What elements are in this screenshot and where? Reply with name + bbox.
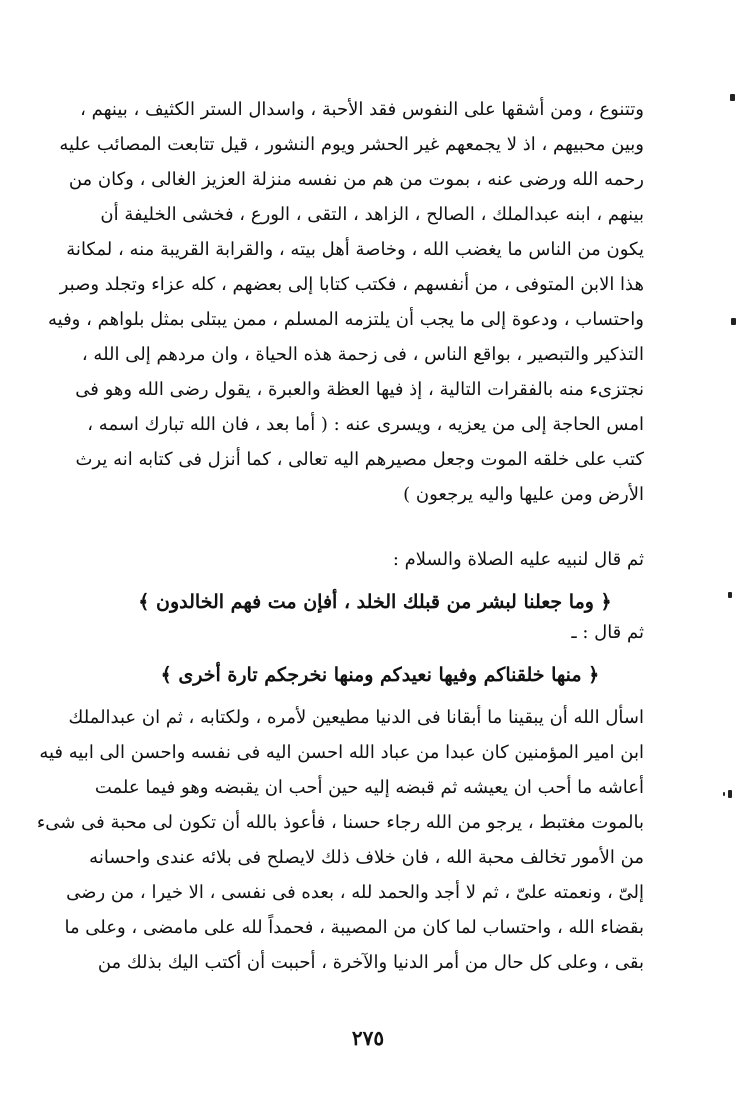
paragraph-line: بقى ، وعلى كل حال من أمر الدنيا والآخرة ، أحببت أن أكتب اليك بذلك من (97, 952, 644, 973)
margin-mark (730, 94, 735, 101)
paragraph-line: كتب على خلقه الموت وجعل مصيرهم اليه تعالى ، كما أنزل فى كتابه انه يرث (75, 449, 644, 470)
paragraph-line: نجتزىء منه بالفقرات التالية ، إذ فيها العظة والعبرة ، يقول رضى الله وهو فى (75, 379, 644, 400)
paragraph-line: وبين محبيهم ، اذ لا يجمعهم غير الحشر ويوم النشور ، قيل تتابعت المصائب عليه (59, 134, 644, 155)
paragraph-line: بينهم ، ابنه عبدالملك ، الصالح ، الزاهد ، التقى ، الورع ، فخشى الخليفة أن (100, 204, 644, 225)
paragraph-line: أعاشه ما أحب ان يعيشه ثم قبضه إليه حين أحب ان يقبضه وهو فيما علمت (94, 777, 644, 798)
paragraph-line: اسأل الله أن يبقينا ما أبقانا فى الدنيا مطيعين لأمره ، ولكتابه ، ثم ان عبدالملك (68, 707, 644, 728)
verse-intro-2: ثم قال : ـ (571, 622, 644, 643)
paragraph-line: ابن امير المؤمنين كان عبدا من عباد الله احسن اليه فى نفسه واحسن الى ابيه فيه (39, 742, 644, 763)
quran-verse-2: ﴿ منها خلقناكم وفيها نعيدكم ومنها نخرجكم تارة أخرى ﴾ (160, 664, 600, 686)
paragraph-line: واحتساب ، ودعوة إلى ما يجب أن يلتزمه المسلم ، ممن يبتلى بمثل بلواهم ، وفيه (47, 309, 644, 330)
paragraph-line: امس الحاجة إلى من يعزيه ، ويسرى عنه : ( أما بعد ، فان الله تبارك اسمه ، (87, 414, 644, 435)
margin-mark (723, 792, 725, 796)
margin-mark (728, 592, 732, 598)
page-number: ٢٧٥ (351, 1026, 385, 1050)
paragraph-1 (47, 92, 644, 512)
margin-mark (728, 790, 732, 798)
paragraph-line: إلىّ ، ونعمته علىّ ، ثم لا أجد والحمد لله ، بعده فى نفسى ، الا خيرا ، من رضى (66, 882, 644, 903)
paragraph-line: رحمه الله ورضى عنه ، بموت من هم من نفسه منزلة العزيز الغالى ، وكان من (68, 169, 644, 190)
paragraph-line: هذا الابن المتوفى ، من أنفسهم ، فكتب كتابا إلى بعضهم ، كله عزاء وتجلد وصبر (59, 274, 644, 295)
paragraph-2 (36, 700, 644, 980)
paragraph-line: يكون من الناس ما يغضب الله ، وخاصة أهل بيته ، والقرابة القريبة منه ، لمكانة (66, 239, 644, 260)
quran-verse-1: ﴿ وما جعلنا لبشر من قبلك الخلد ، أفإن مت فهم الخالدون ﴾ (138, 591, 612, 613)
margin-mark (731, 318, 736, 325)
paragraph-line: من الأمور تخالف محبة الله ، فان خلاف ذلك لايصلح فى بلائه عندى واحسانه (89, 847, 644, 868)
paragraph-line: التذكير والتبصير ، بواقع الناس ، فى زحمة هذه الحياة ، وان مردهم إلى الله ، (81, 344, 644, 365)
verse-intro-1: ثم قال لنبيه عليه الصلاة والسلام : (392, 549, 644, 570)
paragraph-line: وتتنوع ، ومن أشقها على النفوس فقد الأحبة ، واسدال الستر الكثيف ، بينهم ، (80, 99, 644, 120)
paragraph-line: بالموت مغتبط ، يرجو من الله رجاء حسنا ، فأعوذ بالله أن تكون لى محبة فى شىء (36, 812, 644, 833)
paragraph-line: الأرض ومن عليها واليه يرجعون ) (403, 484, 644, 505)
paragraph-line: بقضاء الله ، واحتساب لما كان من المصيبة ، فحمداً لله على مامضى ، وعلى ما (64, 917, 644, 938)
